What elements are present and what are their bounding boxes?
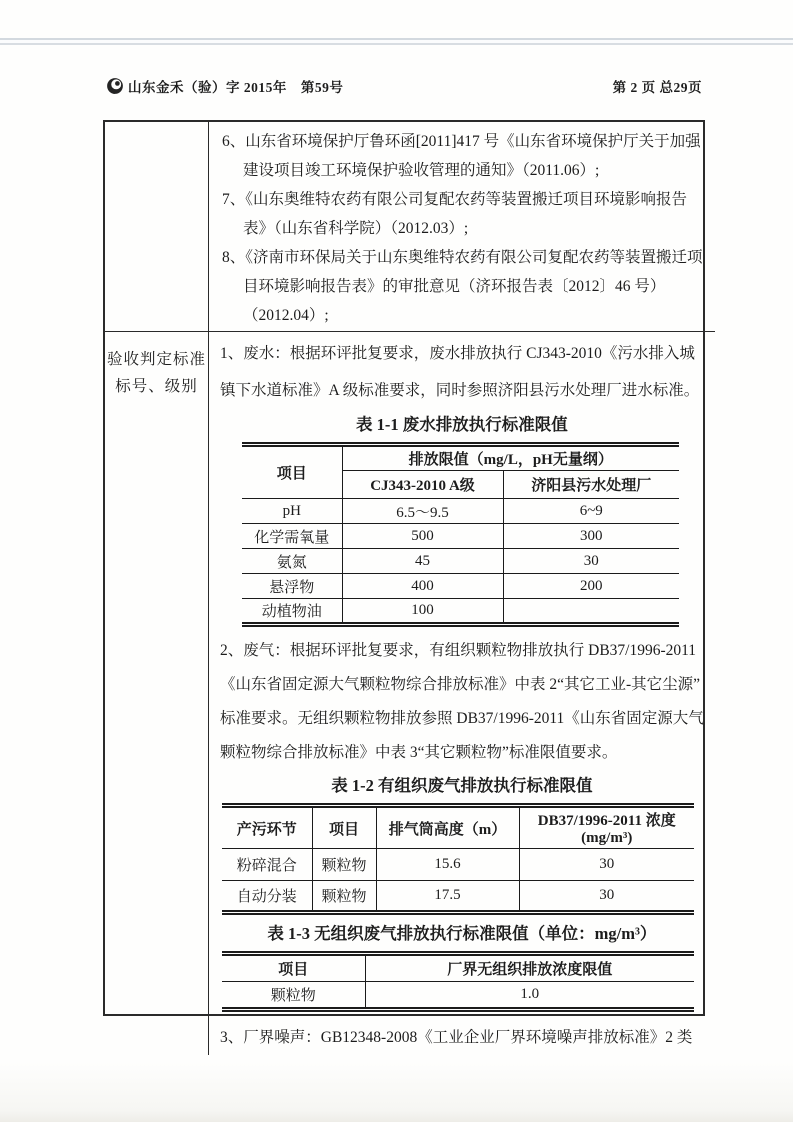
references-cell: [209, 122, 715, 332]
table-1-3-fugitive-gas-limits: [222, 951, 694, 1012]
paragraph-line: 1、废水：根据环评批复要求，废水排放执行 CJ343-2010《污水排入城: [220, 345, 695, 362]
noise-standard-line: 3、厂界噪声：GB12348-2008《工业企业厂界环境噪声排放标准》2 类: [220, 1029, 693, 1046]
empty-label-cell: [105, 122, 209, 332]
cell-item: 化学需氧量: [242, 524, 342, 549]
cell-item: 颗粒物: [312, 881, 376, 913]
cell-value: 30: [519, 849, 694, 881]
scan-top-edge-line: [0, 38, 793, 45]
cell-value: 100: [342, 599, 503, 625]
cell-value: 400: [342, 574, 503, 599]
paragraph-line: 《山东省固定源大气颗粒物综合排放标准》中表 2“其它工业-其它尘源”: [220, 676, 701, 693]
gas-paragraph: [220, 634, 704, 770]
table-1-3-caption: 表 1-3 无组织废气排放执行标准限值（单位：mg/m³）: [267, 924, 657, 943]
document-number-group: [106, 76, 343, 96]
reference-line: 目环境影响报告表》的审批意见（济环报告表〔2012〕46 号）: [243, 278, 666, 295]
reference-line: 表》（山东省科学院）（2012.03）;: [243, 220, 469, 237]
reference-line: （2012.04）;: [243, 307, 329, 324]
cell-value: 6~9: [503, 499, 679, 524]
document-number: 山东金禾（验）字 2015年 第59号: [128, 80, 344, 95]
cell-item: 粉碎混合: [222, 849, 312, 881]
reference-line: 建设项目竣工环境保护验收管理的通知》（2011.06）;: [243, 162, 600, 179]
cell-item: pH: [242, 499, 342, 524]
paragraph-line: 标准要求。无组织颗粒物排放参照 DB37/1996-2011《山东省固定源大气: [220, 710, 704, 727]
reference-line: 6、山东省环境保护厅鲁环函[2011]417 号《山东省环境保护厅关于加强: [222, 133, 701, 150]
column-header: 济阳县污水处理厂: [503, 471, 679, 499]
criteria-label-cell: [105, 332, 209, 1055]
table-1-2-caption: 表 1-2 有组织废气排放执行标准限值: [331, 776, 593, 795]
page-indicator: 第 2 页 总29页: [612, 80, 702, 95]
table-row: [222, 982, 694, 1010]
column-header: 项目: [242, 445, 342, 499]
table-1-1-wastewater-limits: [242, 442, 679, 627]
reference-line: 7、《山东奥维特农药有限公司复配农药等装置搬迁项目环境影响报告: [222, 191, 688, 208]
column-header: 排气筒高度（m）: [376, 806, 519, 849]
cell-value: 30: [519, 881, 694, 913]
reference-line: 8、《济南市环保局关于山东奥维特农药有限公司复配农药等装置搬迁项: [222, 249, 703, 266]
column-header: 厂界无组织排放浓度限值: [365, 954, 694, 982]
table-row: [242, 499, 679, 524]
table-row: [242, 524, 679, 549]
cell-value: 200: [503, 574, 679, 599]
cell-value: 17.5: [376, 881, 519, 913]
table-header-row: [222, 806, 694, 849]
document-header: [106, 76, 702, 96]
paragraph-line: 2、废气：根据环评批复要求，有组织颗粒物排放执行 DB37/1996-2011: [220, 642, 697, 659]
table-1-1-caption: 表 1-1 废水排放执行标准限值: [356, 415, 568, 434]
column-header: 项目: [312, 806, 376, 849]
cell-item: 悬浮物: [242, 574, 342, 599]
cell-item: 自动分装: [222, 881, 312, 913]
cell-value: 500: [342, 524, 503, 549]
cell-value: 30: [503, 549, 679, 574]
criteria-label-line1: 验收判定标准: [106, 351, 206, 368]
column-header: 项目: [222, 954, 365, 982]
column-header: CJ343-2010 A级: [342, 471, 503, 499]
cell-item: 颗粒物: [312, 849, 376, 881]
cell-value: 1.0: [365, 982, 694, 1010]
main-document-table: [103, 120, 705, 1046]
report-logo-icon: [106, 77, 124, 95]
table-row: [222, 881, 694, 913]
cell-item: 氨氮: [242, 549, 342, 574]
cell-value: 6.5～9.5: [342, 499, 503, 524]
column-header: DB37/1996-2011 浓度(mg/m³): [519, 806, 694, 849]
paragraph-line: 镇下水道标准》A 级标准要求，同时参照济阳县污水处理厂进水标准。: [220, 381, 700, 399]
cell-item: 颗粒物: [222, 982, 365, 1010]
cell-value: 300: [503, 524, 679, 549]
cell-item: 动植物油: [242, 599, 342, 625]
scan-bottom-haze: [0, 1062, 793, 1122]
wastewater-paragraph: [220, 336, 704, 409]
table-header-row: [242, 445, 679, 471]
cell-value: 15.6: [376, 849, 519, 881]
table-row: [242, 549, 679, 574]
cell-value: [503, 599, 679, 625]
table-header-row: [222, 954, 694, 982]
criteria-content-cell: [209, 332, 715, 1055]
column-header: 产污环节: [222, 806, 312, 849]
column-header: 排放限值（mg/L，pH无量纲）: [342, 445, 679, 471]
table-row: [242, 574, 679, 599]
criteria-label-line2: 标号、级别: [115, 378, 198, 395]
table-row: [222, 849, 694, 881]
paragraph-line: 颗粒物综合排放标准》中表 3“其它颗粒物”标准限值要求。: [220, 744, 618, 761]
table-row: [242, 599, 679, 625]
table-1-2-organized-gas-limits: [222, 803, 694, 915]
cell-value: 45: [342, 549, 503, 574]
